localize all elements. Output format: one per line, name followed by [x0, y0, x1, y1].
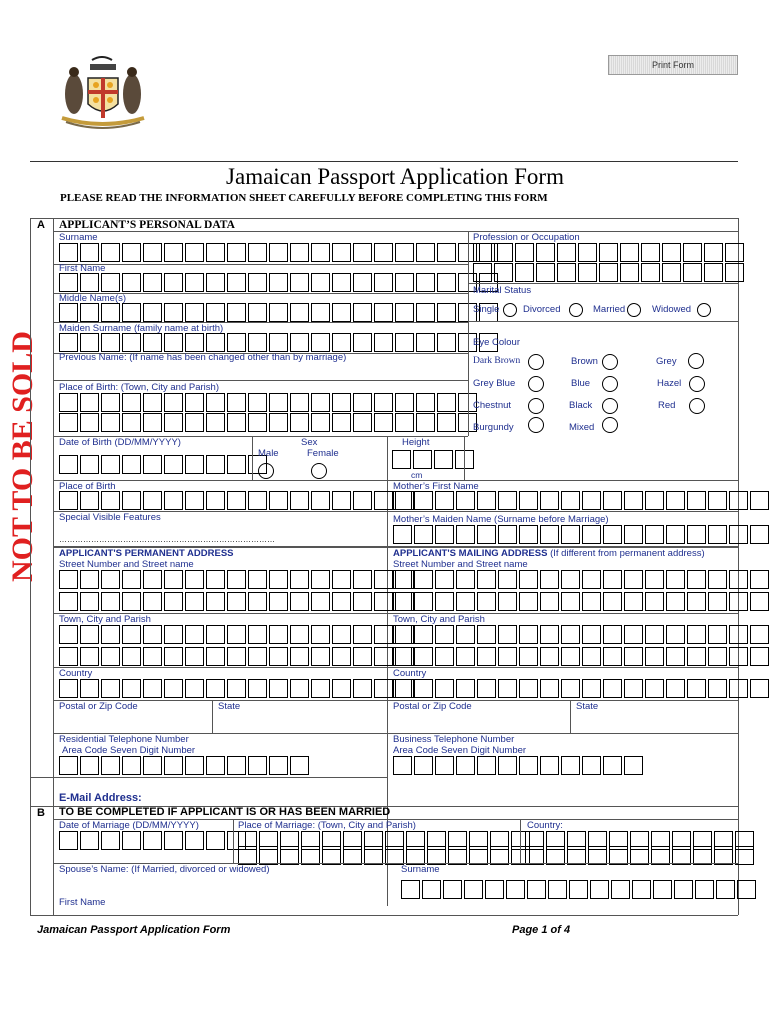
marital-married-label: Married	[593, 304, 626, 315]
rule	[520, 819, 521, 863]
bus-area-code-label: Area Code Seven Digit Number	[393, 745, 527, 756]
rule	[30, 915, 738, 916]
spouse-name-label: Spouse’s Name: (If Married, divorced or widowed)	[59, 864, 270, 875]
res-area-code-label: Area Code Seven Digit Number	[62, 745, 196, 756]
res-phone-boxes[interactable]	[59, 756, 311, 775]
special-features-label: Special Visible Features	[59, 512, 161, 523]
mail-country-boxes[interactable]	[393, 679, 770, 698]
email-label: E-Mail Address:	[59, 792, 142, 804]
perm-street-label: Street Number and Street name	[59, 559, 194, 570]
eye-red-radio[interactable]	[689, 398, 705, 414]
rule	[212, 700, 213, 733]
profession-label: Profession or Occupation	[473, 232, 580, 243]
rule	[468, 231, 469, 436]
place-of-birth-detail-label: Place of Birth: (Town, City and Parish)	[59, 382, 219, 393]
rule	[233, 819, 234, 863]
eye-black-radio[interactable]	[602, 398, 618, 414]
middle-names-label: Middle Name(s)	[59, 293, 127, 304]
perm-postal-label: Postal or Zip Code	[59, 701, 138, 712]
rule	[252, 436, 253, 480]
male-radio[interactable]	[258, 463, 274, 479]
maiden-surname-label: Maiden Surname (family name at birth)	[59, 323, 224, 334]
rule	[53, 231, 738, 232]
marital-married-radio[interactable]	[627, 303, 641, 317]
marital-status-label: Marital Status	[473, 285, 532, 296]
previous-name-label: Previous Name: (If name has been changed other than by marriage)	[59, 352, 347, 363]
height-label: Height	[402, 437, 430, 448]
mail-country-label: Country	[393, 668, 427, 679]
bus-phone-label: Business Telephone Number	[393, 734, 515, 745]
eye-grey-blue-radio[interactable]	[528, 376, 544, 392]
first-name-boxes[interactable]	[59, 273, 500, 292]
mailing-address-title: APPLICANT'S MAILING ADDRESS	[393, 548, 548, 559]
marital-widowed-radio[interactable]	[697, 303, 711, 317]
eye-brown-label: Brown	[571, 356, 598, 367]
marital-divorced-label: Divorced	[523, 304, 561, 315]
permanent-address-heading: APPLICANT'S PERMANENT ADDRESS	[59, 548, 234, 559]
mailing-address-note: (If different from permanent address)	[547, 548, 705, 559]
first-name-label: First Name	[59, 263, 106, 274]
rule	[30, 777, 53, 778]
middle-names-boxes[interactable]	[59, 303, 500, 322]
footer-page-number: Page 1 of 4	[512, 924, 571, 936]
page-title: Jamaican Passport Application Form	[226, 164, 564, 189]
page-subtitle: PLEASE READ THE INFORMATION SHEET CAREFULLY BEFORE COMPLETING THIS FORM	[60, 192, 548, 204]
mothers-first-name-label: Mother’s First Name	[393, 481, 479, 492]
marriage-country-label: Country:	[527, 820, 563, 831]
dob-boxes[interactable]	[59, 455, 269, 474]
mail-town-boxes-1[interactable]	[393, 625, 770, 644]
header-rule	[30, 161, 738, 162]
eye-chestnut-label: Chestnut	[473, 400, 512, 411]
eye-brown-radio[interactable]	[602, 354, 618, 370]
rule	[53, 380, 468, 381]
mail-postal-label: Postal or Zip Code	[393, 701, 472, 712]
female-radio[interactable]	[311, 463, 327, 479]
height-cm-label: cm	[411, 470, 423, 480]
date-of-marriage-label: Date of Marriage (DD/MM/YYYY)	[59, 820, 199, 831]
eye-burgundy-radio[interactable]	[528, 417, 544, 433]
mothers-maiden-name-boxes[interactable]	[393, 525, 770, 544]
rule	[464, 436, 465, 480]
perm-street-boxes-2[interactable]	[59, 592, 416, 611]
spouse-surname-label: Surname	[401, 864, 440, 875]
eye-blue-radio[interactable]	[602, 376, 618, 392]
mothers-maiden-name-label: Mother’s Maiden Name (Surname before Marriage)	[393, 514, 609, 525]
mail-town-boxes-2[interactable]	[393, 647, 770, 666]
spouse-first-name-label: First Name	[59, 897, 106, 908]
female-label: Female	[307, 448, 339, 459]
place-of-birth-boxes-2[interactable]	[59, 413, 479, 432]
marital-divorced-radio[interactable]	[569, 303, 583, 317]
special-features-dots: ………………………………………………………………………	[59, 535, 275, 544]
perm-street-boxes-1[interactable]	[59, 570, 416, 589]
mailing-address-heading	[393, 548, 705, 559]
rule	[53, 777, 387, 778]
frame-left	[30, 218, 31, 915]
marital-single-label: Single	[473, 304, 500, 315]
eye-burgundy-label: Burgundy	[473, 422, 514, 433]
mail-state-label: State	[576, 701, 599, 712]
perm-town-label: Town, City and Parish	[59, 614, 151, 625]
eye-hazel-label: Hazel	[657, 378, 682, 389]
mail-street-boxes-1[interactable]	[393, 570, 770, 589]
not-to-be-sold-watermark: NOT TO BE SOLD	[6, 331, 39, 582]
mail-town-label: Town, City and Parish	[393, 614, 485, 625]
place-of-marriage-label: Place of Marriage: (Town, City and Parish)	[238, 820, 416, 831]
eye-dark-brown-label: Dark Brown	[473, 356, 521, 366]
date-of-marriage-boxes[interactable]	[59, 831, 248, 850]
eye-black-label: Black	[569, 400, 593, 411]
eye-red-label: Red	[658, 400, 676, 411]
place-of-birth-label: Place of Birth	[59, 481, 116, 492]
perm-state-label: State	[218, 701, 241, 712]
frame-right	[738, 218, 739, 915]
jamaica-coat-of-arms-logo	[52, 56, 152, 141]
eye-hazel-radio[interactable]	[689, 376, 705, 392]
profession-boxes-2[interactable]	[473, 263, 746, 282]
perm-town-boxes-2[interactable]	[59, 647, 416, 666]
male-label: Male	[258, 448, 279, 459]
section-a-heading: APPLICANT’S PERSONAL DATA	[59, 219, 235, 231]
footer-form-name: Jamaican Passport Application Form	[37, 924, 231, 936]
perm-town-boxes-1[interactable]	[59, 625, 416, 644]
dob-label: Date of Birth (DD/MM/YYYY)	[59, 437, 181, 448]
mothers-first-name-boxes[interactable]	[393, 491, 770, 510]
sex-label: Sex	[301, 437, 318, 448]
surname-boxes[interactable]	[59, 243, 500, 262]
eye-colour-label: Eye Colour	[473, 337, 520, 348]
perm-country-boxes[interactable]	[59, 679, 416, 698]
place-of-birth-boxes[interactable]	[59, 491, 416, 510]
rule	[468, 321, 738, 322]
marital-single-radio[interactable]	[503, 303, 517, 317]
place-of-birth-boxes-1[interactable]	[59, 393, 479, 412]
eye-blue-label: Blue	[571, 378, 591, 389]
rule	[468, 283, 738, 284]
eye-chestnut-radio[interactable]	[528, 398, 544, 414]
profession-boxes-1[interactable]	[473, 243, 746, 262]
surname-label: Surname	[59, 232, 98, 243]
eye-grey-radio[interactable]	[688, 353, 704, 369]
eye-mixed-label: Mixed	[569, 422, 595, 433]
bus-phone-boxes[interactable]	[393, 756, 645, 775]
eye-grey-blue-label: Grey Blue	[473, 378, 516, 389]
mail-street-label: Street Number and Street name	[393, 559, 528, 570]
spouse-surname-boxes[interactable]	[401, 880, 758, 899]
eye-grey-label: Grey	[656, 356, 677, 367]
perm-country-label: Country	[59, 668, 93, 679]
mail-street-boxes-2[interactable]	[393, 592, 770, 611]
maiden-surname-boxes[interactable]	[59, 333, 500, 352]
rule	[570, 700, 571, 733]
section-b-letter: B	[37, 807, 45, 819]
res-phone-label: Residential Telephone Number	[59, 734, 189, 745]
print-form-button[interactable]: Print Form	[608, 55, 738, 75]
section-b-heading: TO BE COMPLETED IF APPLICANT IS OR HAS BEEN MARRIED	[59, 806, 391, 818]
eye-mixed-radio[interactable]	[602, 417, 618, 433]
rule	[53, 264, 468, 265]
section-a-letter: A	[37, 219, 45, 231]
marital-widowed-label: Widowed	[652, 304, 692, 315]
eye-dark-brown-radio[interactable]	[528, 354, 544, 370]
